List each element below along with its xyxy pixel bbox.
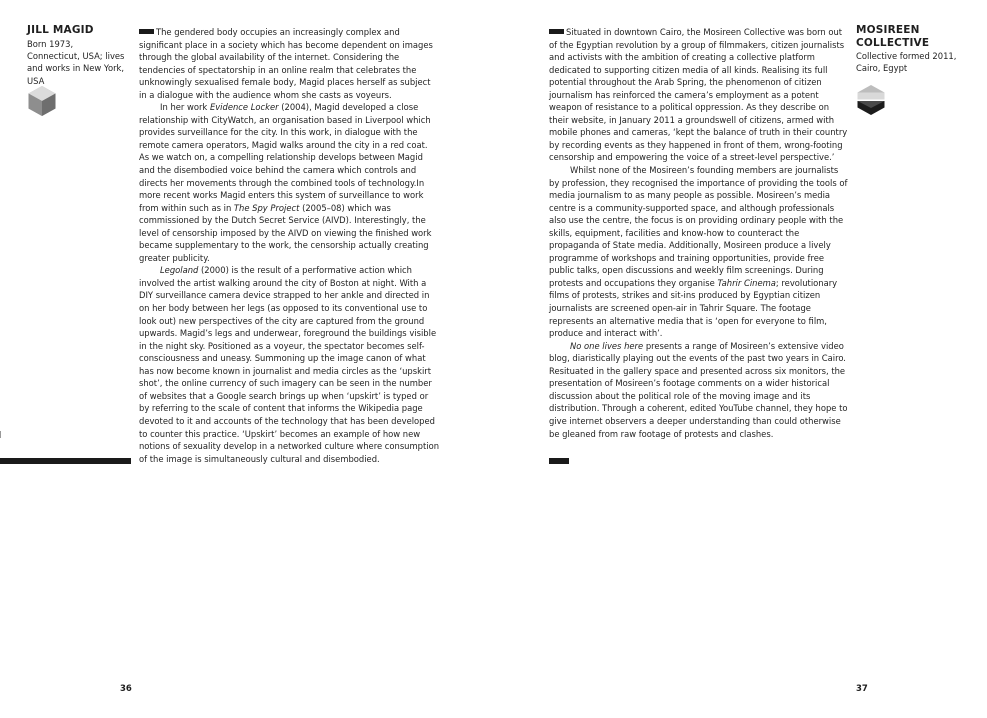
paragraph: In her work Evidence Locker (2004), Magid developed a close relationship with CityWatch, an organisation based in Liverpool which provides surveillance for the city. In this work, in dialogue with the remote camera operators, Magid walks around the city in a red coat. As we watch on, a compelling relationship develops between Magid and the disembodied voice behind the camera which controls and directs her movements through the combined tools of technology.In more recent works Magid enters this system of surveillance to work from within such as in The Spy Project (2005–08) which was commissioned by the Dutch Secret Service (AIVD). Interestingly, the level of censorship imposed by the AIVD on viewing the finished work became supplementary to the work, the censorship actually creating greater publicity. bbox=[139, 102, 432, 263]
page-number: 37 bbox=[856, 684, 868, 694]
paragraph: No one lives here presents a range of Mosireen’s extensive video blog, diaristically playing out the events of the past two years in Cairo. Resituated in the gallery space and presented across six monitors, the presentation of Mosireen’s footage comments on a wider historical discussion about the political role of the moving image and its distribution. Through a coherent, edited YouTube channel, they hope to give internet observers a deeper understanding than could otherwise be gleaned from raw footage of protests and clashes. bbox=[549, 340, 848, 439]
hexagon-split-icon bbox=[856, 84, 886, 116]
section-rule bbox=[0, 458, 131, 464]
collective-bio: Collective formed 2011, Cairo, Egypt bbox=[856, 51, 957, 74]
lead-marker bbox=[139, 29, 154, 34]
right-page bbox=[494, 0, 987, 718]
section-rule bbox=[549, 458, 569, 464]
hexagon-cube-icon bbox=[27, 85, 57, 117]
paragraph: Whilst none of the Mosireen’s founding members are journalists by profession, they recognised the importance of providing the tools of media journalism to as many people as possible. Mosireen’s media centre is a community-supported space, and although professionals also use the centre, the focus is on providing ordinary people with the skills, equipment, facilities and know-how to counteract the propaganda of State media. Additionally, Mosireen produce a lively programme of workshops and training opportunities, provide free public talks, open discussions and weekly film screenings. During protests and occupations they organise Tahrir Cinema; revolutionary films of protests, strikes and sit-ins produced by Egyptian citizen journalists are screened open-air in Tahrir Square. The footage represents an alternative media that is ‘open for everyone to film, produce and interact with’. bbox=[549, 165, 848, 339]
artist-name: JILL MAGID bbox=[27, 24, 94, 36]
page-number: 36 bbox=[120, 684, 132, 694]
paragraph: Situated in downtown Cairo, the Mosireen Collective was born out of the Egyptian revolution by a group of filmmakers, citizen journalists and activists with the ambition of creating a collective platform dedicated to supporting citizen media of all kinds. Realising its full potential throughout the Arab Spring, the phenomenon of citizen journalism has reinforced the camera’s employment as a potent weapon of resistance to a political oppression. As they describe on their website, in January 2011 a groundswell of citizens, armed with mobile phones and cameras, ‘kept the balance of truth in their country by recording events as they happened in front of them, wrong-footing censorship and empowering the voice of a street-level perspective.’ bbox=[549, 27, 848, 163]
paragraph: The gendered body occupies an increasingly complex and significant place in a society which has become dependent on images through the global availability of the internet. Considering the tendencies of spectatorship in an online realm that celebrates the unknowingly sexualised female body, Magid places herself as subject in a dialogue with the audience whom she casts as voyeurs. bbox=[139, 27, 433, 100]
left-body-text bbox=[139, 26, 439, 465]
margin-tick bbox=[0, 431, 1, 438]
lead-marker bbox=[549, 29, 564, 34]
paragraph: Legoland (2000) is the result of a performative action which involved the artist walking around the city of Boston at night. With a DIY surveillance camera device strapped to her ankle and directed in on her body between her legs (as opposed to its conventional use to look out) new perspectives of the city are captured from the ground upwards. Magid’s legs and underwear, foreground the buildings visible in the night sky. Positioned as a voyeur, the spectator becomes self-consciousness and uneasy. Summoning up the image canon of what has now become known in journalist and media circles as the ‘upskirt shot’, the online currency of such imagery can be seen in the number of websites that a Google search brings up when ‘upskirt’ is typed or by referring to the scale of content that informs the Wikipedia page devoted to it and accounts of the technology that has been developed to counter this practice. ‘Upskirt’ becomes an example of how new notions of sexuality develop in a networked culture where consumption of the image is simultaneously cultural and disembodied. bbox=[139, 265, 440, 464]
right-body-text bbox=[549, 26, 849, 440]
artist-bio: Born 1973, Connecticut, USA; lives and works in New York, USA bbox=[27, 39, 125, 86]
collective-name: MOSIREEN COLLECTIVE bbox=[856, 24, 930, 49]
